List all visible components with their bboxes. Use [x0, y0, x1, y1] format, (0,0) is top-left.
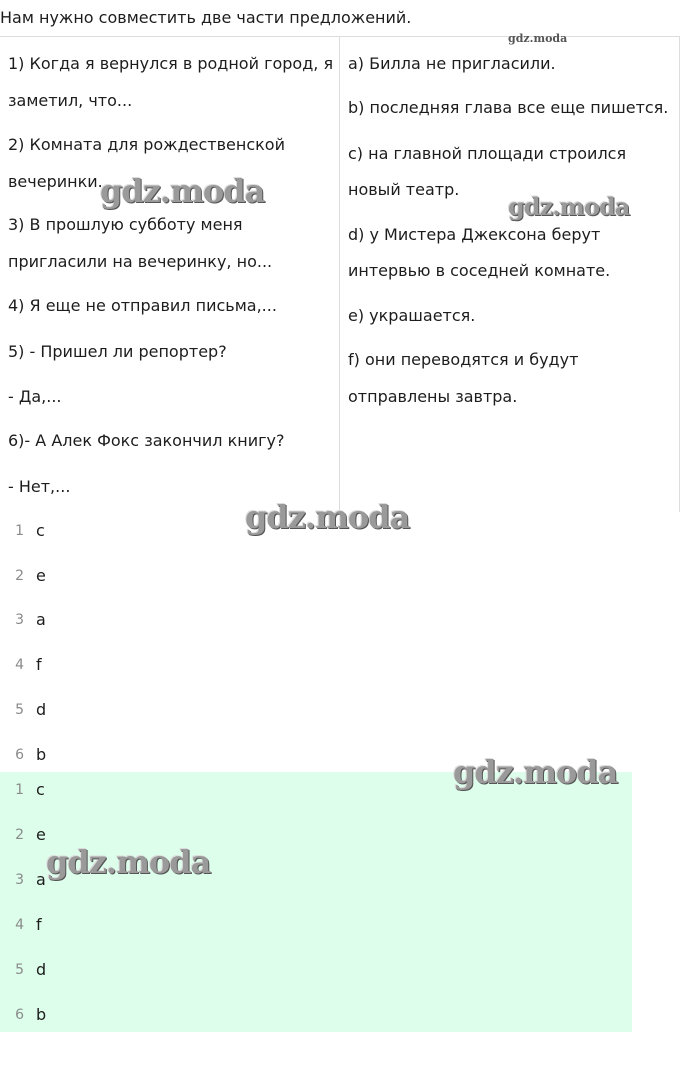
- answer-value: b: [36, 745, 47, 764]
- right-line: интервью в соседней комнате.: [348, 261, 611, 280]
- right-line: новый театр.: [348, 180, 460, 199]
- answer-number: 1: [15, 782, 24, 798]
- answer-number: 5: [15, 702, 24, 718]
- answer-value: e: [36, 566, 46, 585]
- right-line: отправлены завтра.: [348, 387, 518, 406]
- answer-value: d: [36, 960, 47, 979]
- left-line: 1) Когда я вернулся в родной город, я: [8, 54, 334, 73]
- answer-number: 1: [15, 523, 24, 539]
- answer-value: c: [36, 780, 45, 799]
- answer-number: 6: [15, 1007, 24, 1023]
- answer-number: 3: [15, 612, 24, 628]
- watermark-logo: gdz.moda: [508, 32, 568, 45]
- watermark-logo: gdz.moda: [46, 843, 211, 881]
- watermark-logo: gdz.moda: [453, 753, 618, 791]
- left-line: 4) Я еще не отправил письма,...: [8, 296, 277, 315]
- answer-number: 2: [15, 827, 24, 843]
- answer-value: c: [36, 521, 45, 540]
- answer-number: 2: [15, 568, 24, 584]
- left-line: 3) В прошлую субботу меня: [8, 215, 243, 234]
- highlighted-answer-list: [0, 772, 632, 1032]
- matching-table: [0, 36, 680, 512]
- answer-number: 4: [15, 917, 24, 933]
- watermark-logo: gdz.moda: [100, 172, 265, 210]
- right-line: e) украшается.: [348, 306, 476, 325]
- left-column: [0, 37, 340, 512]
- answer-number: 3: [15, 872, 24, 888]
- answer-value: f: [36, 655, 42, 674]
- answer-value: e: [36, 825, 46, 844]
- right-line: a) Билла не пригласили.: [348, 54, 556, 73]
- answer-number: 6: [15, 747, 24, 763]
- left-line: пригласили на вечеринку, но...: [8, 252, 273, 271]
- answer-list: [0, 512, 680, 770]
- answer-value: a: [36, 870, 46, 889]
- left-line: - Нет,...: [8, 477, 71, 496]
- right-line: f) они переводятся и будут: [348, 350, 579, 369]
- right-column: [340, 37, 679, 512]
- answer-value: d: [36, 700, 47, 719]
- right-line: d) у Мистера Джексона берут: [348, 225, 601, 244]
- left-line: - Да,...: [8, 387, 62, 406]
- watermark-logo: gdz.moda: [245, 498, 410, 536]
- answer-value: b: [36, 1005, 47, 1024]
- left-line: 5) - Пришел ли репортер?: [8, 342, 227, 361]
- left-line: 6)- А Алек Фокс закончил книгу?: [8, 431, 285, 450]
- right-line: b) последняя глава все еще пишется.: [348, 98, 669, 117]
- answer-value: a: [36, 610, 46, 629]
- left-line: заметил, что...: [8, 91, 133, 110]
- answer-number: 5: [15, 962, 24, 978]
- answer-value: f: [36, 915, 42, 934]
- answer-number: 4: [15, 657, 24, 673]
- watermark-logo: gdz.moda: [508, 192, 630, 221]
- left-line: 2) Комната для рождественской: [8, 135, 285, 154]
- task-text: Нам нужно совместить две части предложений.: [0, 8, 412, 27]
- right-line: c) на главной площади строился: [348, 144, 627, 163]
- left-line: вечеринки...: [8, 172, 113, 191]
